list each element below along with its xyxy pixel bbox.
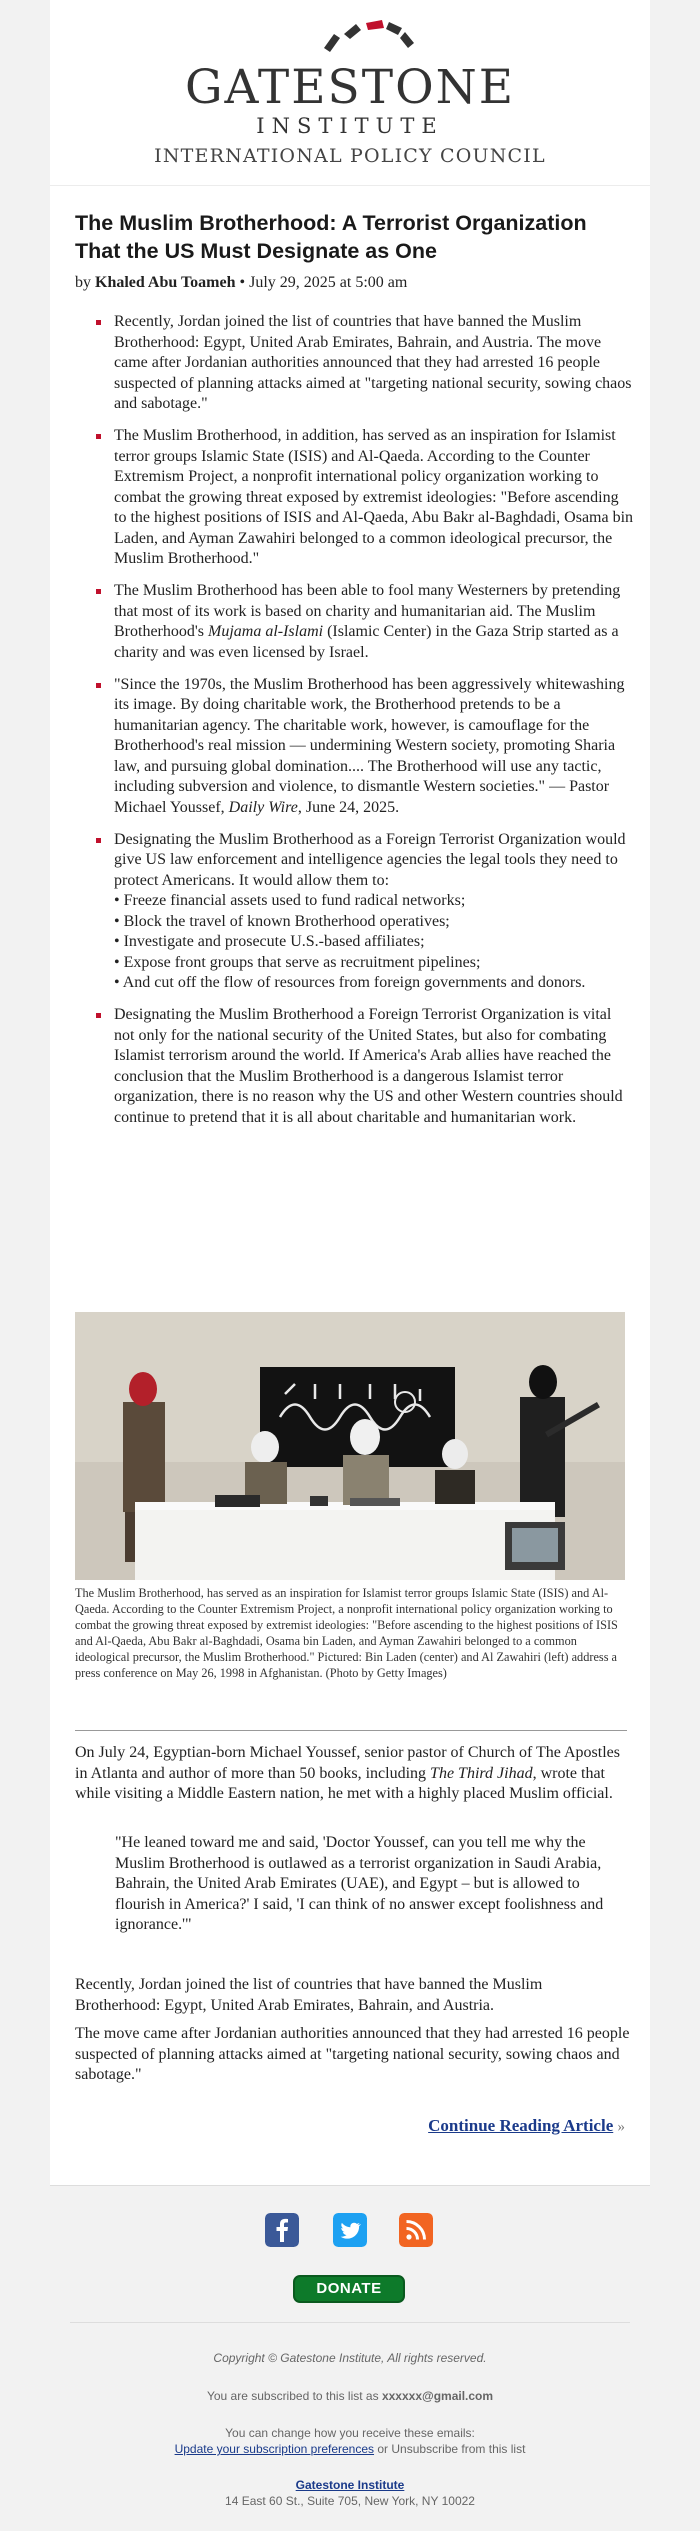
summary-bullet: Designating the Muslim Brotherhood as a Foreign Terrorist Organization would give US law enforcement and intelligence agencies the legal tools they need to protect Americans. It would allow them to: • Freeze financial assets used to fund radical networks; • Block the travel of known Brotherhood operatives; • Investigate and prosecute U.S.-based affiliates; • Expose front groups that serve as recruitment pipelines; • And cut off the flow of resources from foreign governments and donors. <box>75 830 635 994</box>
copyright-text: Copyright © Gatestone Institute, All rights reserved. <box>213 2351 487 2365</box>
rss-icon[interactable] <box>399 2213 433 2247</box>
body-paragraph-3: The move came after Jordanian authorities announced that they had arrested 16 people suspected of planning attacks aimed at "targeting national security, sowing chaos and sabotage." <box>75 2025 630 2083</box>
bullet-square-icon <box>96 1013 101 1018</box>
preferences-links <box>50 2442 650 2456</box>
summary-bullet: "Since the 1970s, the Muslim Brotherhood has been aggressively whitewashing its image. By doing charitable work, the Brotherhood pretends to be a humanitarian agency. The charitable work, however, is camouflage for the Brotherhood's real mission — undermining Western society, promoting Sharia law, and pursuing global domination.... The Brotherhood will use any tactic, including subversion and violence, to dismantle Western societies." — Pastor Michael Youssef, Daily Wire, June 24, 2025. <box>75 675 635 819</box>
bullet-square-icon <box>96 683 101 688</box>
header <box>50 0 650 185</box>
twitter-icon[interactable] <box>333 2213 367 2247</box>
subscribed-prefix: You are subscribed to this list as <box>206 2389 379 2403</box>
block-quote: "He leaned toward me and said, 'Doctor Youssef, can you tell me why the Muslim Brotherhood is outlawed as a terrorist organization in Saudi Arabia, Bahrain, the United Arab Emirates (UAE), and Egypt – but is allowed to flourish in America?' I said, 'I can think of no answer except foolishness and ignorance.'" <box>115 1834 604 1933</box>
photo-caption: The Muslim Brotherhood, has served as an inspiration for Islamist terror groups Islamic State (ISIS) and Al-Qaeda. According to the Counter Extremism Project, a nonprofit international policy organization working to combat the growing threat exposed by extremist ideologies: "Before ascending to the highest positions of ISIS and Al-Qaeda, Abu Bakr al-Baghdadi, Osama bin Laden, and Ayman Zawahiri belonged to a common ideological precursor, the Muslim Brotherhood." Pictured: Bin Laden (center) and Al Zawahiri (left) address a press conference on May 26, 1998 in Afghanistan. (Photo by Getty Images) <box>75 1586 618 1680</box>
unsubscribe-text[interactable]: or Unsubscribe from this list <box>377 2442 526 2456</box>
org-name-link[interactable]: Gatestone Institute <box>295 2478 405 2492</box>
bullet-square-icon <box>96 589 101 594</box>
byline <box>75 274 407 292</box>
publish-date: July 29, 2025 at 5:00 am <box>249 274 408 291</box>
donate-button[interactable]: DONATE <box>293 2275 405 2303</box>
summary-bullet: Recently, Jordan joined the list of countries that have banned the Muslim Brotherhood: Egypt, United Arab Emirates, Bahrain, and Austria. The move came after Jordanian authorities announced that they had arrested 16 people suspected of planning attacks aimed at "targeting national security, sowing chaos and sabotage." <box>75 312 635 415</box>
author-name: Khaled Abu Toameh <box>95 274 236 291</box>
change-preferences-text: You can change how you receive these emails: <box>225 2426 475 2440</box>
logo-arcs-icon <box>310 16 430 56</box>
org-name <box>50 2478 650 2492</box>
byline-separator: • <box>239 274 246 291</box>
facebook-icon[interactable] <box>265 2213 299 2247</box>
logo-tagline: INTERNATIONAL POLICY COUNCIL <box>154 145 546 167</box>
article-title[interactable]: The Muslim Brotherhood: A Terrorist Organization That the US Must Designate as One <box>75 211 587 263</box>
continue-reading <box>428 2116 625 2136</box>
summary-bullets <box>75 312 635 1140</box>
body-paragraph-2: Recently, Jordan joined the list of countries that have banned the Muslim Brotherhood: Egypt, United Arab Emirates, Bahrain, and Austria. <box>75 1976 543 2014</box>
subscription-notice <box>50 2389 650 2403</box>
footer-divider-top <box>50 2185 650 2186</box>
press-conference-photo <box>75 1312 625 1580</box>
summary-bullet: The Muslim Brotherhood, in addition, has served as an inspiration for Islamist terror groups Islamic State (ISIS) and Al-Qaeda. According to the Counter Extremism Project, a nonprofit international policy organization working to combat the growing threat exposed by extremist ideologies: "Before ascending to the highest positions of ISIS and Al-Qaeda, Abu Bakr al-Baghdadi, Osama bin Laden, and Ayman Zawahiri belonged to a common ideological precursor, the Muslim Brotherhood." <box>75 426 635 570</box>
byline-prefix: by <box>75 274 91 291</box>
bullet-square-icon <box>96 434 101 439</box>
org-address: 14 East 60 St., Suite 705, New York, NY 10022 <box>225 2494 475 2508</box>
logo-subtitle: INSTITUTE <box>256 114 444 138</box>
article-card <box>50 185 650 2185</box>
continue-reading-link[interactable]: Continue Reading Article <box>428 2116 614 2135</box>
body-paragraph-1: On July 24, Egyptian-born Michael Youssef, senior pastor of Church of The Apostles in Atlanta and author of more than 50 books, including The Third Jihad, wrote that while visiting a Middle Eastern nation, he met with a highly placed Muslim official. <box>75 1744 620 1802</box>
update-preferences-link[interactable]: Update your subscription preferences <box>174 2442 375 2456</box>
bullet-square-icon <box>96 320 101 325</box>
footer-divider-bottom <box>70 2322 630 2323</box>
summary-bullet: Designating the Muslim Brotherhood a Foreign Terrorist Organization is vital not only for the national security of the United States, but also for combating Islamist terrorism around the world. If America's Arab allies have reached the conclusion that the Muslim Brotherhood is a dangerous Islamist terror organization, there is no reason why the US and other Western countries should continue to pretend that it is all about charitable and humanitarian work. <box>75 1005 635 1128</box>
logo-name: GATESTONE <box>184 60 516 115</box>
summary-bullet: The Muslim Brotherhood has been able to fool many Westerners by pretending that most of its work is based on charity and humanitarian aid. The Muslim Brotherhood's Mujama al-Islami (Islamic Center) in the Gaza Strip started as a charity and was even licensed by Israel. <box>75 581 635 663</box>
chevron-right-icon: » <box>617 2119 625 2135</box>
subscribed-email: xxxxxx@gmail.com <box>381 2389 494 2403</box>
bullet-square-icon <box>96 838 101 843</box>
caption-divider <box>75 1730 627 1731</box>
